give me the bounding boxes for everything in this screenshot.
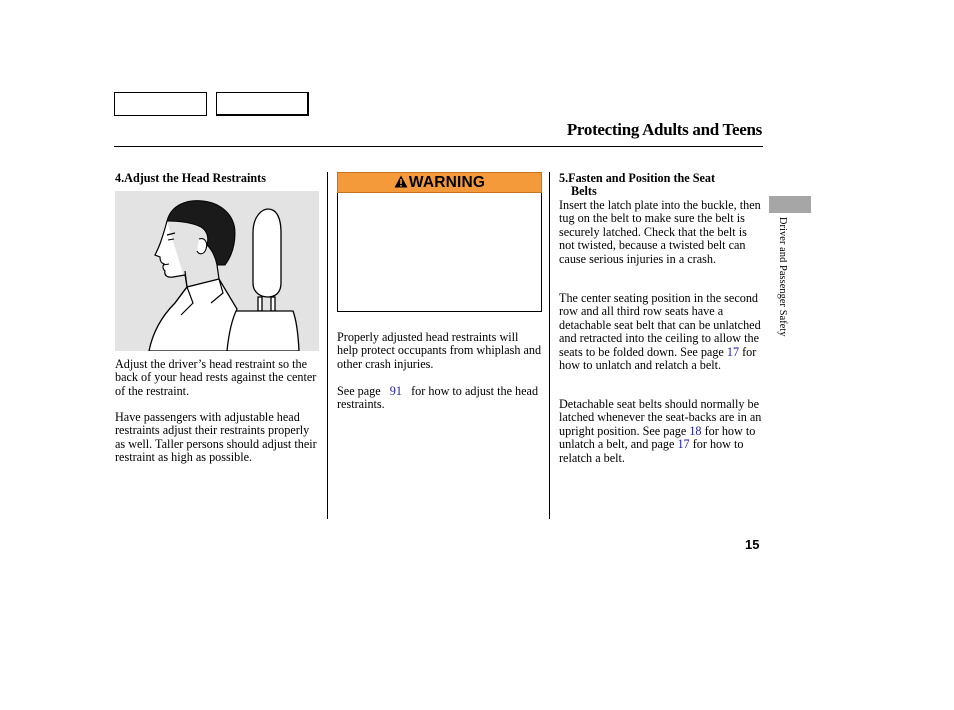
warning-triangle-icon xyxy=(394,175,408,188)
seat-belts-heading xyxy=(559,172,764,198)
left-paragraph-1: Adjust the driver’s head restraint so the back of your head rests against the center of the restraint. xyxy=(115,357,317,398)
middle-paragraph-1: Properly adjusted head restraints will help protect occupants from whiplash and other crash injuries. xyxy=(337,330,542,371)
seat-belts-heading-line1: 5.Fasten and Position the Seat xyxy=(559,171,716,185)
restraint-post-right xyxy=(271,297,275,311)
title-rule xyxy=(114,146,763,147)
shoulder xyxy=(149,279,237,351)
restraint-post-left xyxy=(258,297,262,311)
warning-banner xyxy=(337,172,542,193)
section-label: Driver and Passenger Safety xyxy=(777,217,788,337)
middle-paragraph-2 xyxy=(337,385,542,412)
adjust-text: for how to adjust the head restraints. xyxy=(337,384,539,412)
right-paragraph-3 xyxy=(559,398,764,465)
right-paragraph-2 xyxy=(559,292,764,372)
face xyxy=(155,221,187,287)
warning-label: WARNING xyxy=(408,174,486,191)
column-divider-1 xyxy=(327,172,328,519)
page-link-18[interactable]: 18 xyxy=(689,423,702,438)
page-link-91[interactable]: 91 xyxy=(389,384,402,398)
right-p3-text: Detachable seat belts should normally be latched whenever the seat-backs are in an upright position. See page xyxy=(559,397,762,438)
head-restraint-illustration xyxy=(115,191,319,351)
section-tab[interactable] xyxy=(769,196,811,213)
left-paragraph-2: Have passengers with adjustable head restraints adjust their restraints properly as well. Taller persons should adjust their restraint as high as possible. xyxy=(115,410,317,465)
seat-belts-heading-line2: Belts xyxy=(571,184,597,198)
right-paragraph-1: Insert the latch plate into the buckle, then tug on the belt to make sure the belt is securely latched. Check that the belt is not twisted, because a twisted belt can cause serious injuries in a crash. xyxy=(559,198,761,266)
right-p3-mid: for how to unlatch a belt, and page xyxy=(559,423,756,452)
page-title: Protecting Adults and Teens xyxy=(566,120,762,139)
page-link-17b[interactable]: 17 xyxy=(677,437,690,452)
head-restraints-heading: 4.Adjust the Head Restraints xyxy=(115,171,266,185)
right-p2-suffix: for how to unlatch and relatch a belt. xyxy=(559,344,757,373)
driver-head-restraint-drawing xyxy=(115,191,319,351)
nav-box-2[interactable] xyxy=(216,92,309,116)
nav-box-1[interactable] xyxy=(114,92,207,116)
warning-label-row xyxy=(338,175,541,191)
right-p2-text: The center seating position in the second row and all third row seats have a detachable seat belt that can be unlatched and retracted into the ceiling to allow the seats to be folded down. See page xyxy=(559,291,761,359)
warning-box xyxy=(337,193,542,312)
page-link-17[interactable]: 17 xyxy=(726,344,740,359)
right-p3-suffix: for how to relatch a belt. xyxy=(559,437,744,465)
page-number: 15 xyxy=(745,537,760,552)
see-page-text: See page xyxy=(337,384,381,398)
restraint-cushion xyxy=(253,209,281,297)
column-divider-2 xyxy=(549,172,550,519)
seat-back xyxy=(225,311,299,351)
